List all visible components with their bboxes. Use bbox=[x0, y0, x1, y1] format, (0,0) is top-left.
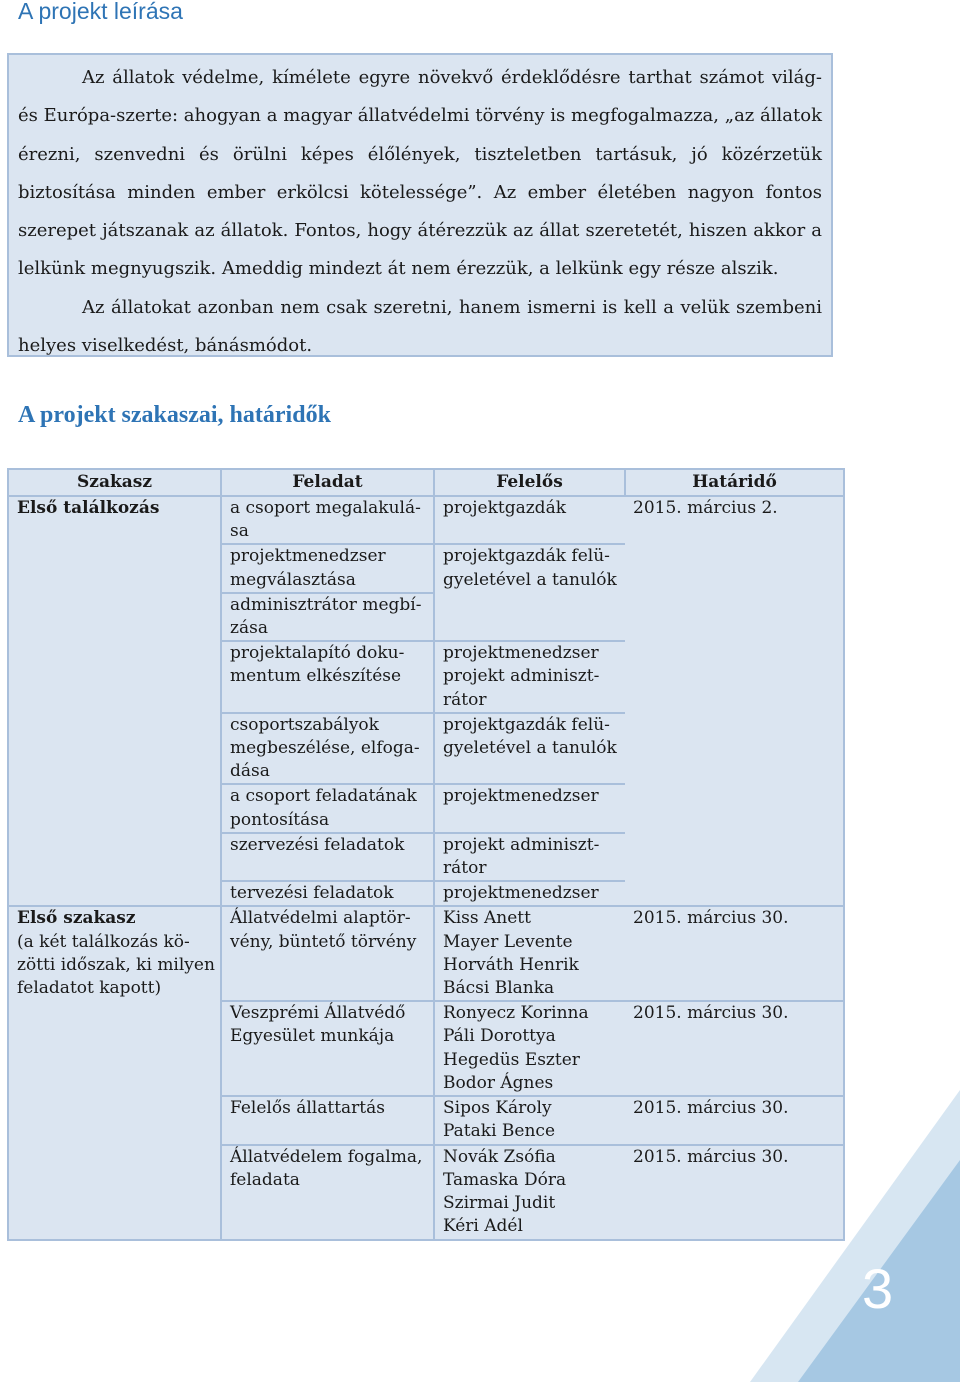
description-box bbox=[7, 53, 833, 357]
owner-name: Kéri Adél bbox=[443, 1216, 523, 1237]
owner-cell bbox=[434, 1145, 625, 1240]
owner-name: Páli Dorottya bbox=[443, 1026, 556, 1047]
owner-name: Tamaska Dóra bbox=[443, 1169, 567, 1190]
task-cell: Állatvédelmi alaptör-vény, büntető törvény bbox=[221, 906, 434, 1001]
task-cell: a csoport feladatának pontosítása bbox=[221, 784, 434, 832]
table-header-row bbox=[8, 469, 844, 496]
header-deadline: Határidő bbox=[625, 469, 844, 496]
owner-cell bbox=[434, 906, 625, 1001]
schedule-table bbox=[7, 468, 845, 1241]
task-cell: adminisztrátor megbí-zása bbox=[221, 593, 434, 641]
task-cell: a csoport megalakulá-sa bbox=[221, 496, 434, 544]
owner-name: Ronyecz Korinna bbox=[443, 1003, 589, 1024]
owner-name: Bácsi Blanka bbox=[443, 978, 555, 999]
owner-name: Horváth Henrik bbox=[443, 954, 579, 975]
owner-name: Novák Zsófia bbox=[443, 1146, 556, 1167]
owner-name: Sipos Károly bbox=[443, 1098, 552, 1119]
deadline-cell: 2015. március 30. bbox=[625, 1096, 844, 1144]
header-stage: Szakasz bbox=[8, 469, 221, 496]
section-heading-stages: A projekt szakaszai, határidők bbox=[18, 402, 331, 428]
owner-name: Hegedüs Eszter bbox=[443, 1049, 580, 1070]
task-cell: szervezési feladatok bbox=[221, 833, 434, 881]
page-number: 3 bbox=[862, 1257, 894, 1320]
owner-cell: projektmenedzser bbox=[434, 881, 625, 906]
owner-cell: projektmenedzser projekt adminiszt-rátor bbox=[434, 641, 625, 713]
owner-cell: projektgazdák felü-gyeletével a tanulók bbox=[434, 713, 625, 785]
task-cell: Felelős állattartás bbox=[221, 1096, 434, 1144]
owner-name: Kiss Anett bbox=[443, 908, 531, 929]
header-task: Feladat bbox=[221, 469, 434, 496]
owner-name: Bodor Ágnes bbox=[443, 1072, 554, 1093]
owner-cell: projekt adminiszt-rátor bbox=[434, 833, 625, 881]
owner-cell bbox=[434, 1001, 625, 1096]
task-cell: Veszprémi Állatvédő Egyesület munkája bbox=[221, 1001, 434, 1096]
task-cell: csoportszabályok megbeszélése, elfoga-dása bbox=[221, 713, 434, 785]
owner-name: Pataki Bence bbox=[443, 1121, 556, 1142]
table-row bbox=[8, 496, 844, 544]
description-paragraph-2: Az állatokat azonban nem csak szeretni, hanem ismerni is kell a velük szembeni helyes viselkedést, bánásmódot. bbox=[18, 296, 822, 357]
section-heading-project-description: A projekt leírása bbox=[18, 0, 183, 24]
owner-name: Mayer Levente bbox=[443, 931, 573, 952]
stage-name: Első szakasz bbox=[17, 908, 136, 929]
owner-name: Szirmai Judit bbox=[443, 1193, 556, 1214]
table-row bbox=[8, 906, 844, 1001]
owner-cell bbox=[434, 593, 625, 641]
owner-cell bbox=[434, 1096, 625, 1144]
description-paragraph-1: Az állatok védelme, kímélete egyre növekvő érdeklődésre tarthat számot világ- és Európa-szerte: ahogyan a magyar állatvédelmi törvény is megfogalmazza, „az állatok érezni, szenvedni és örülni képes élőlények, tiszteletben tartásuk, jó közérzetük biztosítása minden ember erkölcsi kötelessége”. Az ember életében nagyon fontos szerepet játszanak az állatok. Fontos, hogy átérezzük az állat szeretetét, hiszen akkor a lelkünk megnyugszik. Ameddig mindezt át nem érezzük, a lelkünk egy része alszik. bbox=[18, 67, 822, 280]
stage-cell bbox=[8, 906, 221, 1239]
owner-cell: projektmenedzser bbox=[434, 784, 625, 832]
task-cell: Állatvédelem fogalma, feladata bbox=[221, 1145, 434, 1240]
stage-note: (a két találkozás kö-zötti időszak, ki milyen feladatot kapott) bbox=[17, 931, 215, 999]
deadline-cell: 2015. március 2. bbox=[625, 496, 844, 906]
corner-decoration bbox=[750, 1090, 960, 1382]
deadline-cell: 2015. március 30. bbox=[625, 906, 844, 1001]
task-cell: projektalapító doku-mentum elkészítése bbox=[221, 641, 434, 713]
task-cell: projektmenedzser megválasztása bbox=[221, 544, 434, 592]
deadline-cell: 2015. március 30. bbox=[625, 1001, 844, 1096]
header-owner: Felelős bbox=[434, 469, 625, 496]
task-cell: tervezési feladatok bbox=[221, 881, 434, 906]
deadline-cell: 2015. március 30. bbox=[625, 1145, 844, 1240]
owner-cell: projektgazdák bbox=[434, 496, 625, 544]
owner-cell: projektgazdák felü-gyeletével a tanulók bbox=[434, 544, 625, 592]
stage-name: Első találkozás bbox=[8, 496, 221, 906]
